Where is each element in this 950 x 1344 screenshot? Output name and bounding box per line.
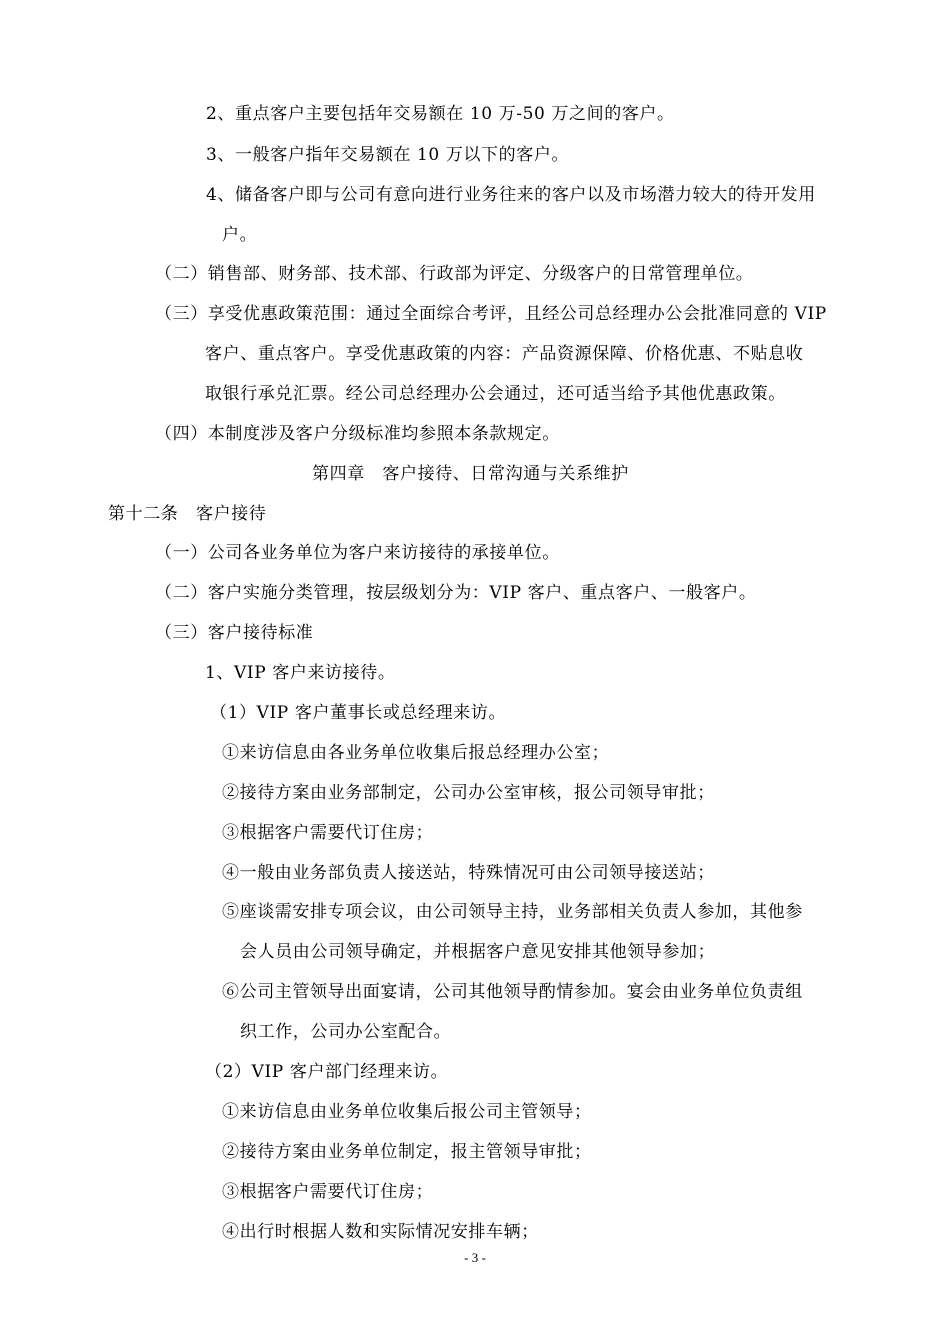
page-number: - 3 - — [464, 1250, 486, 1265]
clause-3-preferential-scope-cont-1: 客户、重点客户。享受优惠政策的内容：产品资源保障、价格优惠、不贴息收 — [205, 344, 804, 364]
item-4-reserve-clients: 4、储备客户即与公司有意向进行业务往来的客户以及市场潜力较大的待开发用 — [206, 185, 816, 205]
article-12-clause-2: （二）客户实施分类管理，按层级划分为：VIP 客户、重点客户、一般客户。 — [155, 583, 757, 603]
vip-chairman-step-1: ①来访信息由各业务单位收集后报总经理办公室； — [222, 743, 610, 763]
vip-manager-step-2: ②接待方案由业务单位制定，报主管领导审批； — [222, 1142, 592, 1162]
article-12-clause-3: （三）客户接待标准 — [155, 623, 314, 643]
vip-chairman-step-6: ⑥公司主管领导出面宴请，公司其他领导酌情参加。宴会由业务单位负责组 — [222, 982, 803, 1002]
vip-chairman-visit-heading: （1）VIP 客户董事长或总经理来访。 — [210, 703, 507, 723]
vip-chairman-step-2: ②接待方案由业务部制定，公司办公室审核，报公司领导审批； — [222, 783, 715, 803]
vip-chairman-step-6-cont: 织工作，公司办公室配合。 — [240, 1022, 452, 1042]
chapter-4-heading: 第四章 客户接待、日常沟通与关系维护 — [312, 464, 629, 484]
article-12-clause-1: （一）公司各业务单位为客户来访接待的承接单位。 — [155, 543, 560, 563]
vip-manager-visit-heading: （2）VIP 客户部门经理来访。 — [205, 1062, 449, 1082]
vip-chairman-step-3: ③根据客户需要代订住房； — [222, 823, 434, 843]
item-2-key-clients: 2、重点客户主要包括年交易额在 10 万-50 万之间的客户。 — [206, 104, 675, 124]
clause-4-standard-reference: （四）本制度涉及客户分级标准均参照本条款规定。 — [155, 424, 560, 444]
vip-manager-step-3: ③根据客户需要代订住房； — [222, 1182, 434, 1202]
vip-chairman-step-5-cont: 会人员由公司领导确定，并根据客户意见安排其他领导参加； — [240, 942, 716, 962]
article-12-heading: 第十二条 客户接待 — [108, 504, 267, 524]
vip-reception-heading: 1、VIP 客户来访接待。 — [205, 663, 396, 683]
vip-chairman-step-5: ⑤座谈需安排专项会议，由公司领导主持，业务部相关负责人参加，其他参 — [222, 902, 803, 922]
clause-3-preferential-scope-cont-2: 取银行承兑汇票。经公司总经理办公会通过，还可适当给予其他优惠政策。 — [205, 384, 786, 404]
clause-2-management-units: （二）销售部、财务部、技术部、行政部为评定、分级客户的日常管理单位。 — [155, 264, 754, 284]
vip-chairman-step-4: ④一般由业务部负责人接送站，特殊情况可由公司领导接送站； — [222, 863, 715, 883]
item-3-general-clients: 3、一般客户指年交易额在 10 万以下的客户。 — [206, 145, 570, 165]
item-4-reserve-clients-cont: 户。 — [222, 225, 258, 245]
vip-manager-step-4: ④出行时根据人数和实际情况安排车辆； — [222, 1222, 539, 1242]
vip-manager-step-1: ①来访信息由业务单位收集后报公司主管领导； — [222, 1102, 592, 1122]
clause-3-preferential-scope: （三）享受优惠政策范围：通过全面综合考评，且经公司总经理办公会批准同意的 VIP — [155, 304, 827, 324]
